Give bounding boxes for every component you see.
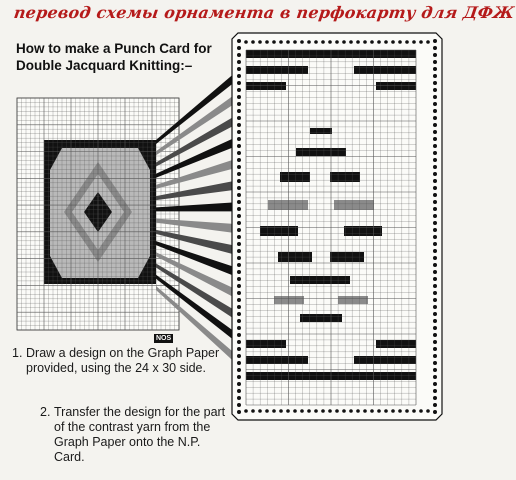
card-motif-block [338,296,368,304]
edge-hole [433,389,437,393]
edge-hole [237,340,241,344]
top-hole [328,40,332,44]
edge-hole [237,186,241,190]
edge-hole [433,249,437,253]
edge-hole [237,179,241,183]
bottom-hole [391,409,395,413]
bottom-hole [300,409,304,413]
edge-hole [237,326,241,330]
edge-hole [433,207,437,211]
edge-hole [237,53,241,57]
edge-hole [433,158,437,162]
top-hole [398,40,402,44]
step-1-text: Draw a design on the Graph Paper provided, using the 24 x 30 side. [26,346,220,375]
heading-line-1: How to make a Punch Card for [16,41,212,56]
edge-hole [237,200,241,204]
edge-hole [433,410,437,414]
edge-hole [237,39,241,43]
edge-hole [237,116,241,120]
edge-hole [433,137,437,141]
bottom-hole [426,409,430,413]
edge-hole [237,109,241,113]
top-hole [384,40,388,44]
bottom-hole [412,409,416,413]
edge-hole [433,186,437,190]
edge-hole [237,403,241,407]
top-hole [370,40,374,44]
edge-hole [237,249,241,253]
edge-hole [237,361,241,365]
edge-hole [433,326,437,330]
edge-hole [237,95,241,99]
bottom-hole [286,409,290,413]
edge-hole [237,60,241,64]
edge-hole [237,46,241,50]
bottom-hole [419,409,423,413]
edge-hole [237,263,241,267]
graph-paper [17,98,179,330]
edge-hole [433,319,437,323]
edge-hole [237,137,241,141]
top-hole [307,40,311,44]
edge-hole [433,116,437,120]
card-stripe [376,82,416,90]
card-motif-block [280,172,310,182]
edge-hole [433,403,437,407]
edge-hole [237,193,241,197]
edge-hole [433,53,437,57]
edge-hole [237,102,241,106]
step-1-number: 1. [12,346,23,360]
bottom-hole [258,409,262,413]
edge-hole [433,81,437,85]
top-hole [293,40,297,44]
bottom-hole [335,409,339,413]
card-stripe [376,340,416,348]
top-hole [342,40,346,44]
edge-hole [433,375,437,379]
bottom-hole [293,409,297,413]
edge-hole [237,221,241,225]
top-hole [244,40,248,44]
edge-hole [237,242,241,246]
edge-hole [433,130,437,134]
edge-hole [433,193,437,197]
edge-hole [433,263,437,267]
edge-hole [433,88,437,92]
bottom-hole [405,409,409,413]
edge-hole [237,74,241,78]
bottom-hole [321,409,325,413]
edge-hole [433,270,437,274]
edge-hole [237,235,241,239]
edge-hole [237,165,241,169]
top-hole [412,40,416,44]
edge-hole [237,130,241,134]
card-stripe [246,82,286,90]
top-hole [321,40,325,44]
edge-hole [433,256,437,260]
edge-hole [433,221,437,225]
edge-hole [433,165,437,169]
edge-hole [237,228,241,232]
edge-hole [433,179,437,183]
edge-hole [433,60,437,64]
edge-hole [237,396,241,400]
edge-hole [237,354,241,358]
card-motif-block [290,276,350,284]
bottom-hole [251,409,255,413]
edge-hole [433,312,437,316]
edge-hole [433,382,437,386]
edge-hole [237,382,241,386]
bottom-hole [265,409,269,413]
edge-hole [433,284,437,288]
edge-hole [433,305,437,309]
sample-label: NOS [156,335,172,342]
edge-hole [433,172,437,176]
edge-hole [433,396,437,400]
top-hole [314,40,318,44]
edge-hole [237,81,241,85]
top-hole [356,40,360,44]
top-hole [405,40,409,44]
edge-hole [433,361,437,365]
edge-hole [237,151,241,155]
edge-hole [237,389,241,393]
edge-hole [433,39,437,43]
bottom-hole [272,409,276,413]
card-motif-block [300,314,342,322]
top-hole [286,40,290,44]
bottom-hole [377,409,381,413]
card-stripe [246,340,286,348]
step-2 [40,405,236,465]
edge-hole [433,67,437,71]
top-hole [272,40,276,44]
card-motif-block [330,172,360,182]
top-hole [349,40,353,44]
edge-hole [237,256,241,260]
card-stripe [246,66,308,74]
edge-hole [237,375,241,379]
edge-hole [433,123,437,127]
step-1 [12,346,222,376]
edge-hole [237,319,241,323]
edge-hole [433,347,437,351]
handwritten-title: перевод схемы орнамента в перфокарту для ДФЖ [12,3,516,22]
graph-paper-design [44,140,156,284]
bottom-hole [244,409,248,413]
punch-card [232,33,442,420]
edge-hole [237,214,241,218]
top-hole [258,40,262,44]
edge-hole [433,46,437,50]
edge-hole [237,88,241,92]
edge-hole [433,340,437,344]
edge-hole [237,277,241,281]
bottom-hole [342,409,346,413]
card-motif-block [334,200,374,210]
bottom-hole [307,409,311,413]
edge-hole [433,333,437,337]
bottom-hole [328,409,332,413]
edge-hole [433,242,437,246]
edge-hole [237,270,241,274]
bottom-hole [363,409,367,413]
edge-hole [433,368,437,372]
edge-hole [433,291,437,295]
edge-hole [237,67,241,71]
step-2-text: Transfer the design for the part of the contrast yarn from the Graph Paper onto the N.P. Card. [54,405,226,464]
bottom-hole [370,409,374,413]
edge-hole [433,235,437,239]
top-hole [391,40,395,44]
edge-hole [237,298,241,302]
edge-hole [433,228,437,232]
edge-hole [237,284,241,288]
edge-hole [237,172,241,176]
edge-hole [237,410,241,414]
step-2-number: 2. [40,405,51,419]
card-motif-block [296,148,346,156]
edge-hole [433,74,437,78]
bottom-hole [314,409,318,413]
bottom-hole [349,409,353,413]
bottom-hole [356,409,360,413]
edge-hole [433,95,437,99]
top-hole [419,40,423,44]
edge-hole [237,144,241,148]
top-hole [426,40,430,44]
heading-line-2: Double Jacquard Knitting:– [16,58,193,73]
edge-hole [433,102,437,106]
edge-hole [237,123,241,127]
edge-hole [433,200,437,204]
edge-hole [433,354,437,358]
top-hole [251,40,255,44]
edge-hole [433,151,437,155]
top-hole [279,40,283,44]
edge-hole [433,144,437,148]
edge-hole [433,109,437,113]
bottom-hole [279,409,283,413]
edge-hole [237,333,241,337]
edge-hole [237,368,241,372]
edge-hole [433,298,437,302]
punch-card-grid [246,50,416,405]
top-hole [363,40,367,44]
card-motif-block [310,128,332,134]
edge-hole [433,277,437,281]
edge-hole [237,312,241,316]
bottom-hole [384,409,388,413]
top-hole [335,40,339,44]
edge-hole [237,305,241,309]
card-stripe [246,356,308,364]
card-stripe [354,66,416,74]
top-hole [377,40,381,44]
top-hole [265,40,269,44]
bottom-hole [398,409,402,413]
edge-hole [237,207,241,211]
edge-hole [237,158,241,162]
card-stripe [354,356,416,364]
top-hole [300,40,304,44]
card-motif-block [268,200,308,210]
edge-hole [433,214,437,218]
edge-hole [237,291,241,295]
edge-hole [237,347,241,351]
card-motif-block [274,296,304,304]
